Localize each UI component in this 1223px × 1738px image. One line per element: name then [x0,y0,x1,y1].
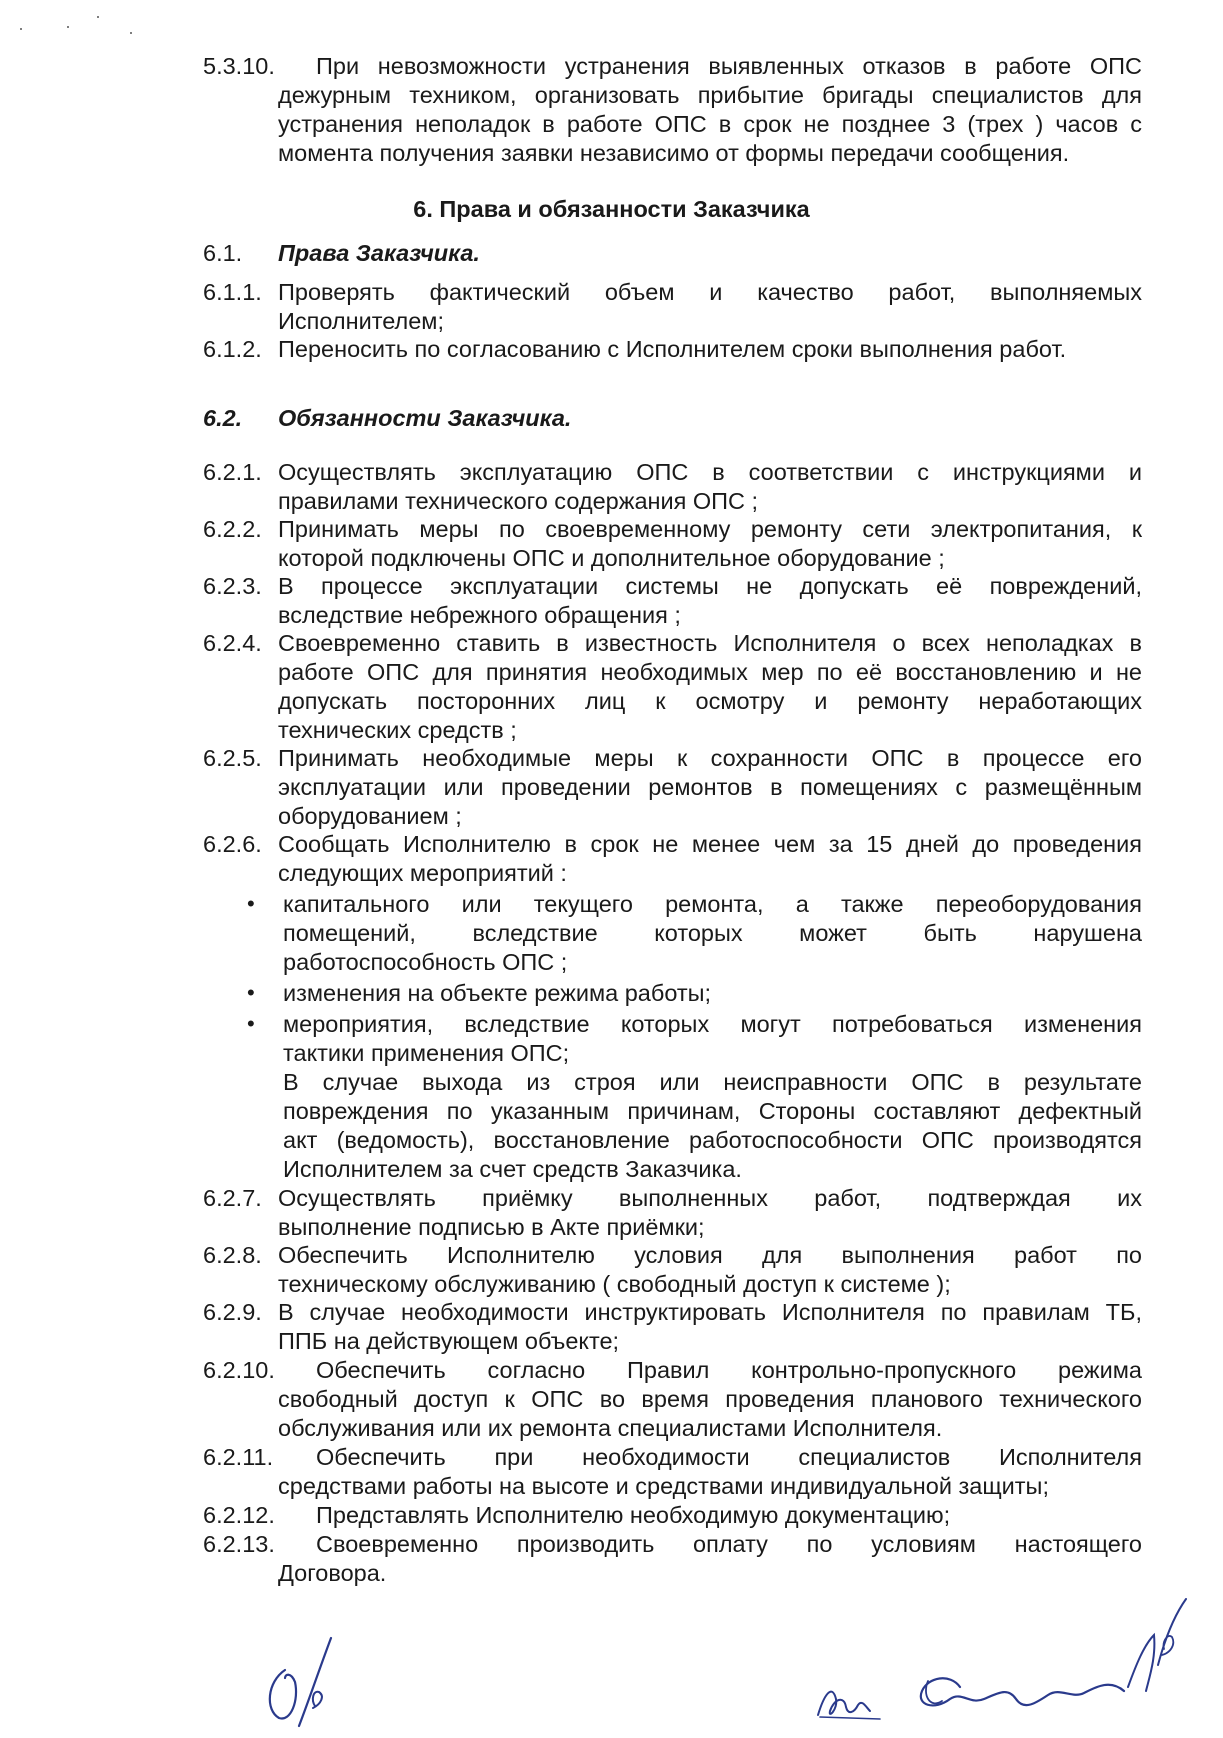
clause-number: 6.2.5. [203,745,262,771]
signature-left [255,1630,345,1730]
clause-text-line: техническому обслуживанию ( свободный доступ к системе ); [278,1271,951,1297]
clause-text: Принимать меры по своевременному ремонту сети электропитания, к [278,516,1142,542]
clause-number: 6.2.9. [203,1299,262,1325]
clause-text-line: следующих мероприятий : [278,860,567,886]
clause-text-line: правилами технического содержания ОПС ; [278,488,759,514]
bullet-icon: • [247,891,255,916]
clause-text: В процессе эксплуатации системы не допускать её повреждений, [278,573,1142,599]
clause-text-line: эксплуатации или проведении ремонтов в помещениях с размещённым [278,774,1142,800]
bullet-text: работоспособность ОПС ; [283,949,568,975]
clause-text-line: которой подключены ОПС и дополнительное оборудование ; [278,545,945,571]
clause-text: Осуществлять эксплуатацию ОПС в соответствии с инструкциями и [278,459,1142,485]
clause-number: 6.2.6. [203,831,262,857]
bullet-icon: • [247,980,255,1005]
clause-text: Принимать необходимые меры к сохранности ОПС в процессе его [278,745,1142,771]
subsection-title: Обязанности Заказчика. [278,405,572,431]
clause-number: 5.3.10. [203,53,275,79]
clause-text-line: работе ОПС для принятия необходимых мер по её восстановлению и не [278,659,1142,685]
clause-text: Обеспечить при необходимости специалистов Исполнителя [316,1444,1142,1470]
clause-number: 6.2.1. [203,459,262,485]
clause-text: Обеспечить согласно Правил контрольно-пропускного режима [316,1357,1142,1383]
signature-right [810,1595,1210,1735]
clause-text-line: свободный доступ к ОПС во время проведения планового технического [278,1386,1142,1412]
clause-number: 6.2.7. [203,1185,262,1211]
clause-text-line: Исполнителем; [278,308,444,334]
section-heading: 6. Права и обязанности Заказчика [413,196,810,222]
paragraph-text: В случае выхода из строя или неисправности ОПС в результате [283,1069,1142,1095]
clause-text: При невозможности устранения выявленных отказов в работе ОПС [316,53,1142,79]
clause-text: Своевременно производить оплату по условиям настоящего [316,1531,1142,1557]
bullet-text: тактики применения ОПС; [283,1040,570,1066]
bullet-text: капитального или текущего ремонта, а также переоборудования [283,891,1142,917]
clause-text: Своевременно ставить в известность Исполнителя о всех неполадках в [278,630,1142,656]
clause-text: Переносить по согласованию с Исполнителем сроки выполнения работ. [278,336,1067,362]
clause-text-line: технических средств ; [278,717,517,743]
subsection-number: 6.2. [203,405,243,431]
clause-text: Проверять фактический объем и качество работ, выполняемых [278,279,1142,305]
clause-number: 6.2.4. [203,630,262,656]
clause-text: Представлять Исполнителю необходимую документацию; [316,1502,951,1528]
clause-text: Сообщать Исполнителю в срок не менее чем за 15 дней до проведения [278,831,1142,857]
subsection-number: 6.1. [203,240,243,266]
clause-text-line: момента получения заявки независимо от формы передачи сообщения. [278,140,1070,166]
bullet-icon: • [247,1011,255,1036]
clause-number: 6.2.2. [203,516,262,542]
paragraph-text: Исполнителем за счет средств Заказчика. [283,1156,742,1182]
clause-number: 6.1.1. [203,279,262,305]
clause-text-line: средствами работы на высоте и средствами индивидуальной защиты; [278,1473,1049,1499]
clause-text: В случае необходимости инструктировать Исполнителя по правилам ТБ, [278,1299,1142,1325]
bullet-text: мероприятия, вследствие которых могут потребоваться изменения [283,1011,1142,1037]
clause-text-line: дежурным техником, организовать прибытие бригады специалистов для [278,82,1142,108]
subsection-title: Права Заказчика. [278,240,480,266]
paragraph-text: повреждения по указанным причинам, Стороны составляют дефектный [283,1098,1142,1124]
clause-number: 6.2.10. [203,1357,275,1383]
clause-text-line: выполнение подписью в Акте приёмки; [278,1214,705,1240]
clause-number: 6.2.12. [203,1502,275,1528]
clause-text-line: вследствие небрежного обращения ; [278,602,681,628]
clause-text-line: обслуживания или их ремонта специалистами Исполнителя. [278,1415,943,1441]
clause-text-line: оборудованием ; [278,803,462,829]
clause-number: 6.2.13. [203,1531,275,1557]
clause-text-line: Договора. [278,1560,387,1586]
clause-text-line: допускать посторонних лиц к осмотру и ремонту неработающих [278,688,1142,714]
clause-text-line: ППБ на действующем объекте; [278,1328,620,1354]
clause-text-line: устранения неполадок в работе ОПС в срок не позднее 3 (трех ) часов с [278,111,1142,137]
paragraph-text: акт (ведомость), восстановление работоспособности ОПС производятся [283,1127,1142,1153]
clause-text: Обеспечить Исполнителю условия для выполнения работ по [278,1242,1142,1268]
bullet-text: помещений, вследствие которых может быть нарушена [283,920,1142,946]
clause-number: 6.2.11. [203,1444,274,1470]
clause-number: 6.2.3. [203,573,262,599]
bullet-text: изменения на объекте режима работы; [283,980,712,1006]
clause-number: 6.1.2. [203,336,262,362]
clause-text: Осуществлять приёмку выполненных работ, подтверждая их [278,1185,1142,1211]
clause-number: 6.2.8. [203,1242,262,1268]
